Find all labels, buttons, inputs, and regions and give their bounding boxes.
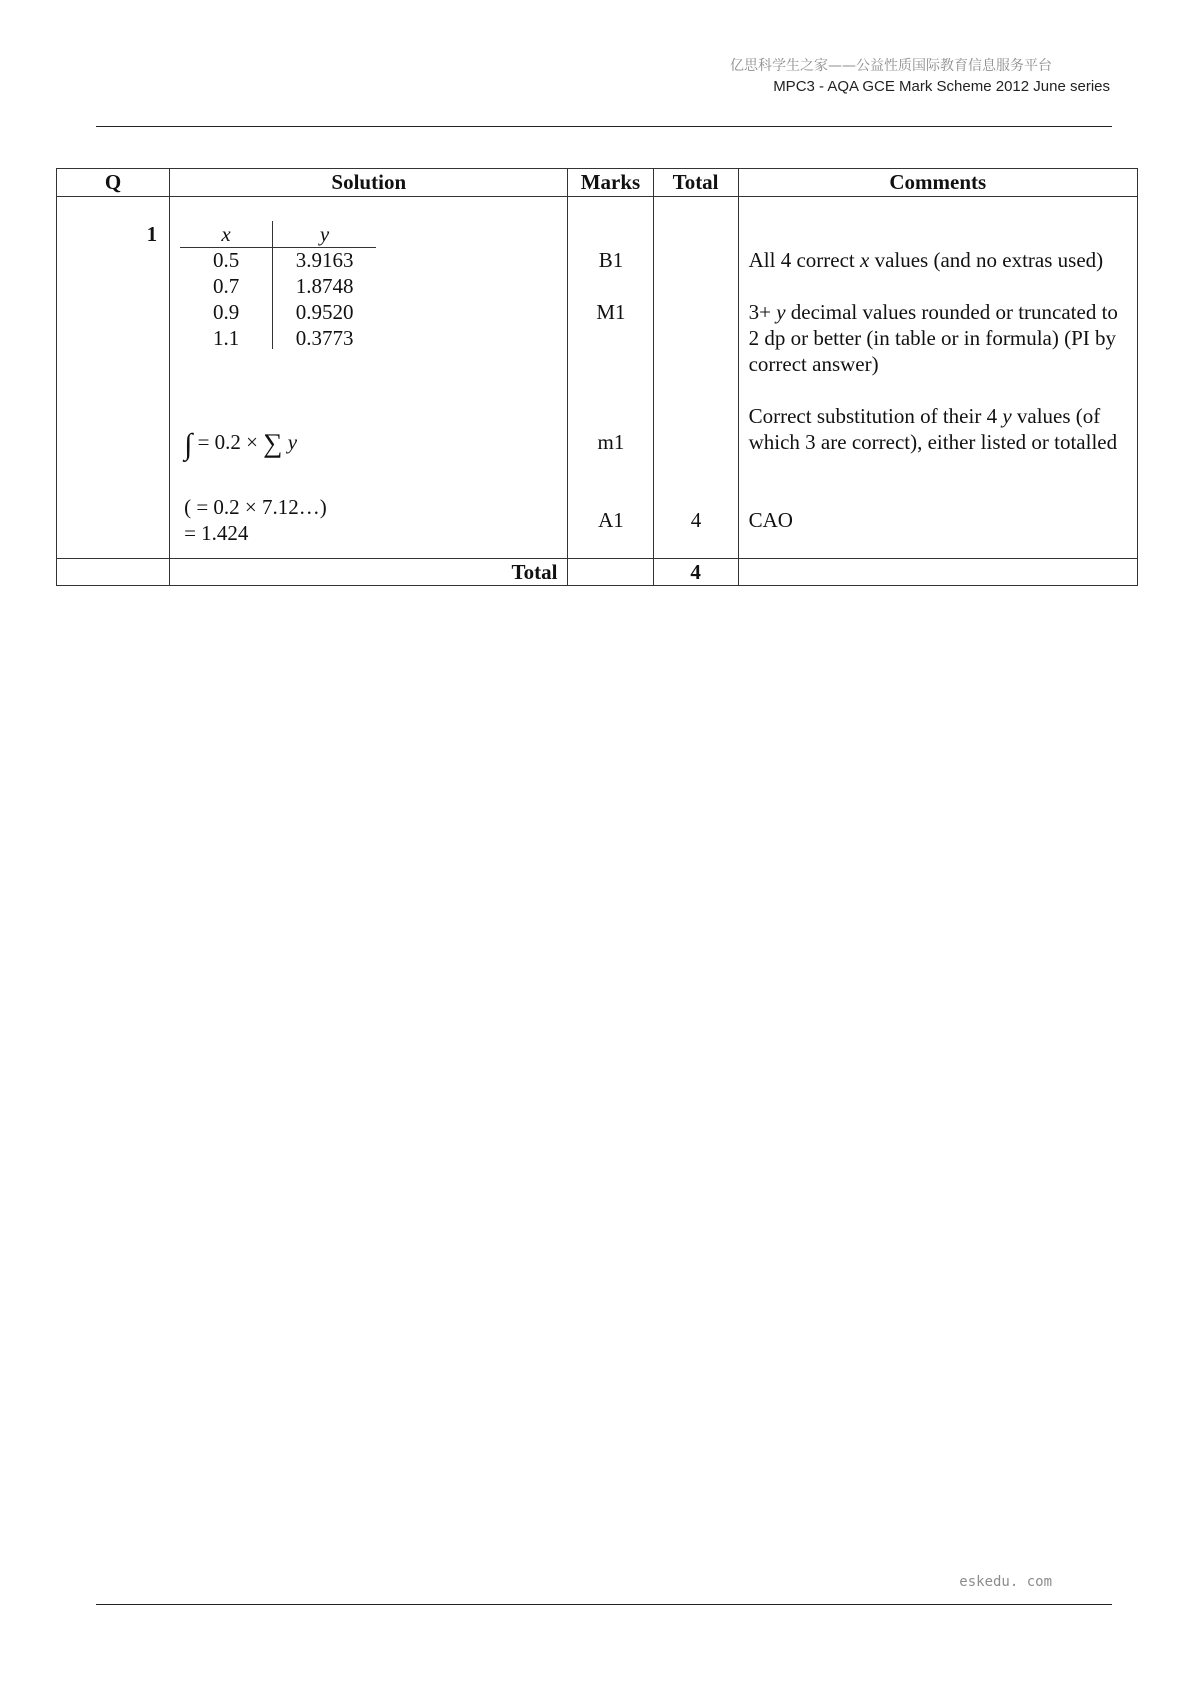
evaluation-line: ( = 0.2 × 7.12…) (184, 495, 327, 519)
comment-a1: CAO (748, 508, 793, 532)
x-header: x (221, 222, 231, 246)
value-table (180, 221, 376, 349)
comment-variable: x (859, 248, 870, 272)
comment-text: All 4 correct (748, 248, 860, 272)
comment-text: 3+ (748, 300, 777, 324)
header-document-title: MPC3 - AQA GCE Mark Scheme 2012 June series (773, 78, 1110, 95)
y-value: 3.9163 (295, 248, 354, 272)
y-value: 1.8748 (295, 274, 354, 298)
total-row-comments-cell (738, 559, 1137, 586)
marks-cell (568, 197, 653, 559)
integral-formula (184, 428, 298, 461)
question-number: 1 (146, 222, 158, 246)
comment-text: Correct substitution of their 4 (748, 404, 1003, 428)
integral-lhs: = 0.2 × (192, 430, 264, 454)
question-row (57, 197, 1138, 559)
total-row-q-cell (57, 559, 170, 586)
solution-cell (170, 197, 568, 559)
comment-variable: y (776, 300, 786, 324)
mark-scheme-table (56, 168, 1138, 586)
col-header-marks: Marks (568, 169, 653, 197)
total-value: 4 (653, 559, 738, 586)
final-answer: = 1.424 (184, 521, 249, 545)
col-header-total: Total (653, 169, 738, 197)
comment-text: values (of which 3 are correct), either listed or totalled (748, 404, 1118, 454)
sum-symbol: ∑ (263, 428, 283, 458)
x-value: 1.1 (212, 326, 240, 350)
comment-text: decimal values rounded or truncated to 2 dp or better (in table or in formula) (PI by correct answer) (748, 300, 1118, 376)
col-header-solution: Solution (170, 169, 568, 197)
mark-b1: B1 (598, 248, 624, 272)
col-header-comments: Comments (738, 169, 1137, 197)
comment-variable: y (1002, 404, 1012, 428)
mark-m1-lower: m1 (597, 430, 625, 454)
table-header-row (57, 169, 1138, 197)
total-cell (653, 197, 738, 559)
x-value: 0.5 (212, 248, 240, 272)
question-total: 4 (690, 508, 702, 532)
question-cell (57, 197, 170, 559)
total-row (57, 559, 1138, 586)
col-header-q: Q (57, 169, 170, 197)
header-site-name: 亿思科学生之家——公益性质国际教育信息服务平台 (730, 58, 1052, 74)
comments-cell (738, 197, 1137, 559)
y-value: 0.9520 (295, 300, 354, 324)
footer-site: eskedu. com (959, 1574, 1052, 1590)
comment-m1-lower (749, 403, 1131, 455)
x-value: 0.7 (212, 274, 240, 298)
header-rule (96, 126, 1112, 127)
mark-a1: A1 (598, 508, 624, 532)
total-label: Total (170, 559, 568, 586)
y-value: 0.3773 (295, 326, 354, 350)
total-row-marks-cell (568, 559, 653, 586)
comment-b1 (749, 247, 1131, 273)
x-value: 0.9 (212, 300, 240, 324)
mark-m1: M1 (596, 300, 626, 324)
integral-symbol: ∫ (184, 428, 193, 461)
footer-rule (96, 1604, 1112, 1605)
y-header: y (319, 222, 330, 246)
comment-text: values (and no extras used) (869, 248, 1104, 272)
comment-m1 (749, 299, 1131, 377)
sum-variable: y (282, 430, 298, 454)
